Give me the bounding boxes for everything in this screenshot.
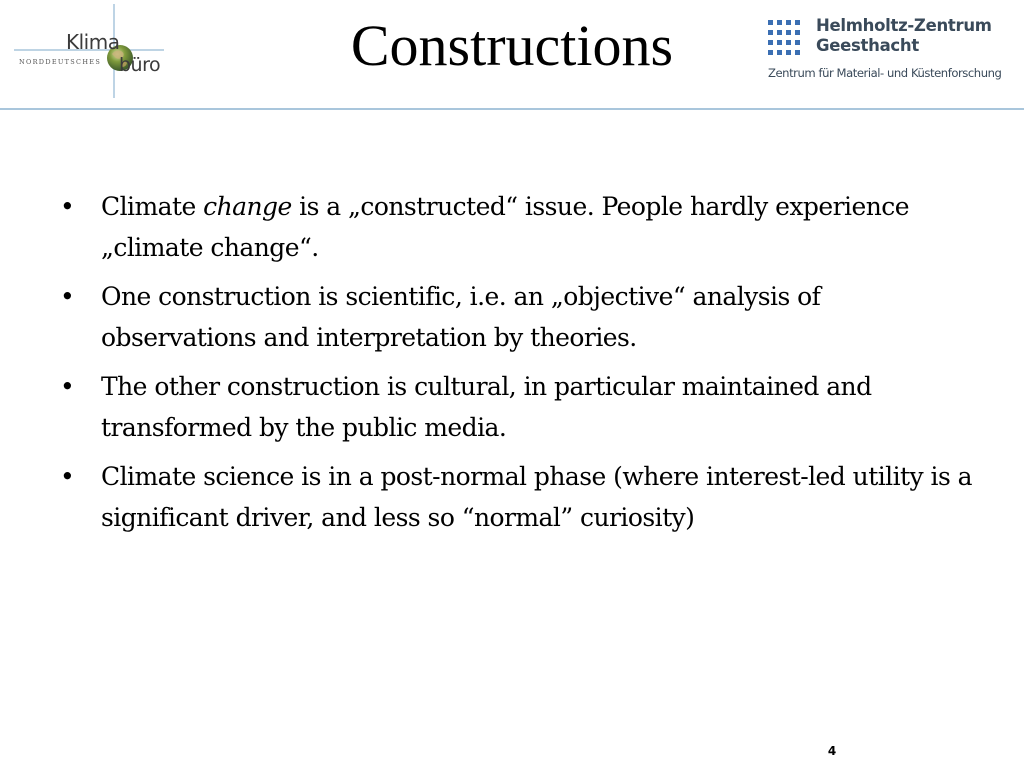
bullet-text: One construction is scientific, i.e. an „objective“ analysis of observations and interpretation by theories. xyxy=(101,282,821,352)
header-divider xyxy=(0,108,1024,110)
bullet-item-4 xyxy=(60,456,980,538)
bullet-text-post: is a „constructed“ issue. People hardly experience „climate change“. xyxy=(101,192,909,262)
helmholtz-subtitle: Zentrum für Material- und Küstenforschung xyxy=(768,66,1002,80)
logo-norddeutsches-text: NORDDEUTSCHES xyxy=(19,58,102,66)
bullet-marker: • xyxy=(60,462,75,491)
bullet-marker: • xyxy=(60,192,75,221)
bullet-list xyxy=(60,186,980,546)
helmholtz-dots-icon xyxy=(766,20,808,56)
bullet-text: Climate science is in a post-normal phase (where interest-led utility is a significant driver, and less so “normal” curiosity) xyxy=(101,462,972,532)
bullet-marker: • xyxy=(60,282,75,311)
page-number: 4 xyxy=(827,744,837,758)
helmholtz-name-line1: Helmholtz-Zentrum xyxy=(816,16,992,35)
slide-title: Constructions xyxy=(350,13,674,78)
helmholtz-logo xyxy=(766,16,1016,88)
bullet-item-1 xyxy=(60,186,980,268)
bullet-text: The other construction is cultural, in particular maintained and transformed by the public media. xyxy=(101,372,872,442)
bullet-item-2 xyxy=(60,276,980,358)
bullet-text-pre: Climate xyxy=(101,192,204,221)
bullet-text-italic: change xyxy=(203,192,292,221)
logo-buero-text: büro xyxy=(119,54,161,76)
helmholtz-name-line2: Geesthacht xyxy=(816,36,919,55)
bullet-item-3 xyxy=(60,366,980,448)
bullet-marker: • xyxy=(60,372,75,401)
logo-klima-text: Klima xyxy=(66,30,120,54)
slide-header xyxy=(0,0,1024,110)
